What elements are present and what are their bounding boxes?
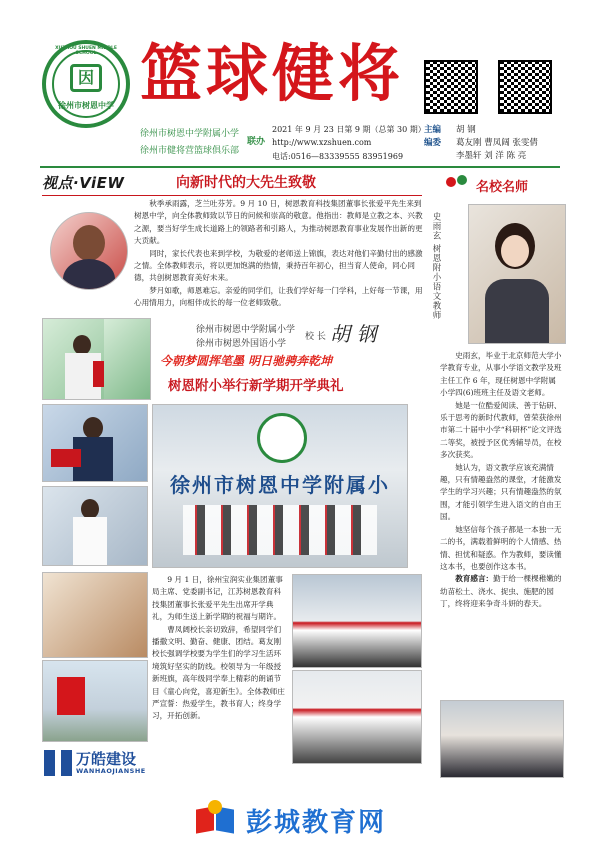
teacher-portrait (468, 204, 566, 344)
viewpoint-headline: 向新时代的大先生致敬 (176, 175, 316, 191)
teacher-body (440, 350, 562, 611)
principal-signature: 胡 钢 (330, 322, 377, 346)
student-lineup-photo (292, 670, 422, 764)
teacher-paragraph: 史雨玄，毕业于北京师范大学小学教育专业，从事小学语文教学及班主任工作 6 年，现任树恩中学附属小学四(6)班班主任及语文老师。 (440, 351, 562, 398)
teacher-paragraph: 她是一位酷爱阅读、善于钻研、乐于思考的新时代教师，曾荣获徐州市第二十届中小学“科研杯”论文评选二等奖，被授予区优秀辅导员，在校多次获奖。 (440, 400, 562, 460)
viewpoint-body (134, 198, 424, 310)
footer-brand-logo (196, 796, 446, 840)
newspaper-title: 篮球健将 (140, 37, 405, 110)
chairman-portrait (50, 212, 128, 290)
org-line-2: 徐州市健将营篮球俱乐部 (140, 146, 240, 156)
board-label: 编委 (424, 138, 442, 148)
sponsor-logo (44, 748, 154, 778)
class-group-photo (440, 700, 564, 778)
teacher-paragraph: 她坚信每个孩子都是一本独一无二的书，满载着鲜明的个人情感、热情、担忧和疑惑。作为教师，要读懂这本书，也要创作这本书。 (440, 524, 562, 571)
sponsor-name: 万皓建设 (76, 750, 137, 768)
opening-slogan: 今朝梦圆挥笔墨 明日驰骋奔乾坤 (160, 354, 333, 368)
org-line-1: 徐州市树恩中学附属小学 (140, 129, 240, 139)
logo-emblem: 因 (70, 64, 102, 92)
sponsor-name-en: WANHAOJIANSHE (76, 767, 146, 775)
opening-paragraph: 曹凤阔校长亲切致辞，希望同学们播撒文明、勤奋、健康、团结。葛友刚校长强调学校要为学生们的学习生活环境筑好坚实的防线。校领导为一年级授新班旗，高年级同学奉上精彩的朗诵节目《童心向党，喜迎新生》。全体教师庄严宣誓：热爱学生，教书育人；终身学习，开拓创新。 (152, 624, 285, 721)
logo-bottom-text: 徐州市树恩中学 (58, 101, 114, 110)
board-line-2: 李墨轩 刘 洋 陈 亮 (456, 151, 527, 161)
teacher-paragraph: 她认为，语文教学应该充满情趣，只有情趣盎然的课堂，才能激发学生的学习兴趣；只有情趣盎然的氛围，才能引领学生进入语文的自由王国。 (440, 462, 562, 522)
qr-code-right (498, 60, 552, 114)
student-photo (42, 486, 148, 566)
opening-body (152, 574, 286, 723)
award-photo (42, 572, 148, 658)
org-suffix: 联办 (247, 137, 266, 147)
ceremony-main-photo (152, 404, 408, 568)
viewpoint-paragraph: 梦月如歌，师恩难忘。亲爱的同学们，让我们学好每一门学科，上好每一节课，用心用情用力，向相伴成长的每一位老师致敬。 (134, 285, 423, 308)
opening-logo-photo (104, 318, 151, 400)
speaker-photo (42, 404, 148, 482)
opening-paragraph: 9 月 1 日，徐州宝润实业集团董事局主席、党委副书记，江苏树恩教育科技集团董事长张爱平先生出席开学典礼，为师生送上新学期的祝福与期许。 (152, 575, 283, 622)
motto-label: 教育感言： (455, 574, 494, 584)
logo-ring-text: XUZHOU SHUEN MIDDLE SCHOOL (55, 46, 117, 56)
viewpoint-paragraph: 秋季承雨露，芝兰吐芬芳。9 月 10 日，树恩教育科技集团董事长张爱平先生来到树恩中学，向全体教师致以节日的问候和崇高的敬意。他指出：教师是立教之本、兴教之源，要当好学生成长道路上的领路者和引路人，为推动树恩教育事业发展作出新的更大贡献。 (134, 199, 423, 246)
school-line-2: 徐州市树恩外国语小学 (196, 339, 287, 349)
ceremony-banner: 徐州市树恩中学附属小 (170, 473, 390, 497)
teacher-section-label: 名校名师 (476, 180, 529, 195)
school-line-1: 徐州市树恩中学附属小学 (196, 325, 296, 335)
motto-text: 勤于给一棵棵稚嫩的幼苗松土、浇水、捉虫、施肥的园丁，终将迎来争奇斗妍的春天。 (440, 574, 562, 609)
teacher-motto-paragraph (440, 573, 562, 610)
teacher-section-icon (444, 173, 470, 195)
website: http://www.xzshuen.com (272, 138, 372, 147)
issue-info: 2021 年 9 月 23 日第 9 期（总第 30 期） (272, 125, 426, 134)
opening-headline: 树恩附小举行新学期开学典礼 (168, 378, 344, 394)
teacher-vertical-caption: 史雨玄 树恩附小语文教师 (431, 212, 441, 321)
book-icon (196, 800, 236, 836)
viewpoint-label: 视点·ViEW (42, 174, 125, 192)
flag-photo (42, 660, 148, 742)
editor-name: 胡 钢 (456, 125, 476, 135)
phone: 电话:0516—83339555 83951969 (272, 152, 404, 161)
footer-brand: 彭城教育网 (246, 808, 387, 838)
headline-underline (42, 195, 422, 196)
school-logo (42, 40, 130, 128)
editor-label: 主编 (424, 125, 442, 135)
viewpoint-paragraph: 同时，家长代表也来到学校，为敬爱的老师送上锦旗，表达对他们辛勤付出的感激之情。全体教师表示，将以更加饱满的热情，秉持百年初心，担当育人使命，同心同德，共创树恩教育美好未来。 (134, 248, 423, 283)
board-line-1: 葛友刚 曹凤阔 张雯倩 (456, 138, 538, 148)
salute-photo (292, 574, 422, 668)
principal-label: 校 长 (305, 332, 326, 342)
masthead-divider (40, 166, 560, 168)
qr-code-left (424, 60, 478, 114)
sponsor-icon (44, 750, 72, 776)
